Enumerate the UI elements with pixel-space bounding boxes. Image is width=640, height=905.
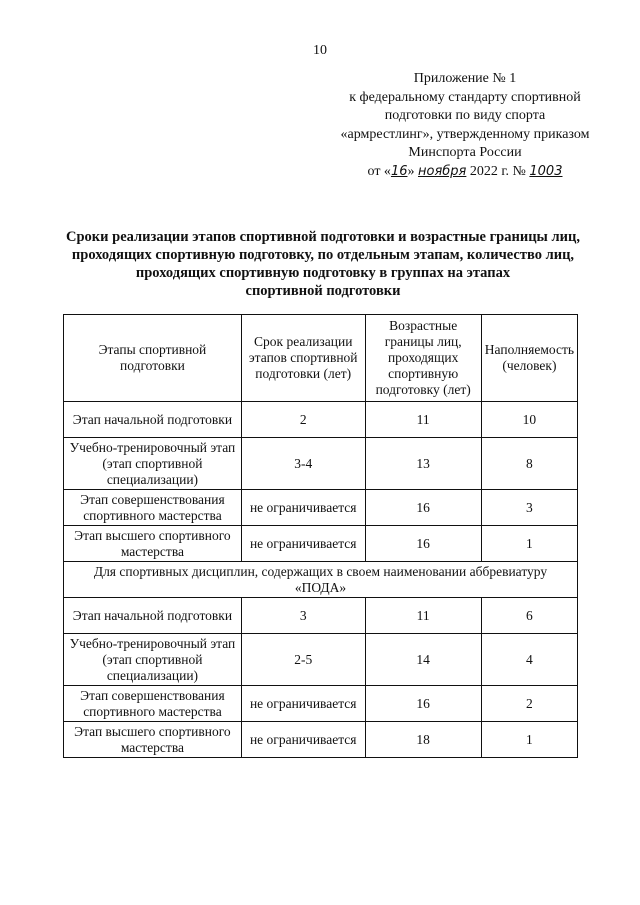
table-cell: 3 xyxy=(241,598,365,634)
table-cell: 2 xyxy=(241,402,365,438)
table-cell: не ограничивается xyxy=(241,490,365,526)
table-cell: Этап совершенствования спортивного мастерства xyxy=(64,686,242,722)
table-cell: 10 xyxy=(481,402,577,438)
title-line-2: проходящих спортивную подготовку, по отдельным этапам, количество лиц, xyxy=(71,247,575,263)
table-cell: 16 xyxy=(365,526,481,562)
table-cell: 16 xyxy=(365,490,481,526)
appendix-line-4: «армрестлинг», утвержденному приказом xyxy=(340,126,590,142)
table-row xyxy=(64,402,578,438)
header-age: Возрастные границы лиц, проходящих спортивную подготовку (лет) xyxy=(365,315,481,402)
table-cell: 11 xyxy=(365,402,481,438)
table-cell: не ограничивается xyxy=(241,526,365,562)
stages-table xyxy=(63,314,578,758)
table-cell: 6 xyxy=(481,598,577,634)
table-cell: 8 xyxy=(481,438,577,490)
table-row xyxy=(64,490,578,526)
table-cell: Учебно-тренировочный этап (этап спортивной специализации) xyxy=(64,634,242,686)
table-cell: Этап высшего спортивного мастерства xyxy=(64,722,242,758)
table-cell: 1 xyxy=(481,526,577,562)
header-occupancy: Наполняемость (человек) xyxy=(481,315,577,402)
table-row xyxy=(64,598,578,634)
table-cell: не ограничивается xyxy=(241,686,365,722)
section-row xyxy=(64,562,578,598)
table-cell: 3 xyxy=(481,490,577,526)
table-row xyxy=(64,438,578,490)
document-title xyxy=(58,228,588,300)
table-cell: 4 xyxy=(481,634,577,686)
table-row xyxy=(64,722,578,758)
table-cell: Этап совершенствования спортивного мастерства xyxy=(64,490,242,526)
title-line-1: Сроки реализации этапов спортивной подготовки и возрастные границы лиц, xyxy=(66,229,580,245)
appendix-block xyxy=(330,70,600,181)
table-cell: 14 xyxy=(365,634,481,686)
title-line-3: проходящих спортивную подготовку в группах на этапах xyxy=(135,265,511,281)
appendix-line-2: к федеральному стандарту спортивной xyxy=(349,89,581,105)
table-cell: Учебно-тренировочный этап (этап спортивной специализации) xyxy=(64,438,242,490)
appendix-line-3: подготовки по виду спорта xyxy=(384,108,546,123)
table-cell: 3-4 xyxy=(241,438,365,490)
title-line-4: спортивной подготовки xyxy=(245,283,401,299)
table-cell: 13 xyxy=(365,438,481,490)
date-mid: » xyxy=(407,163,415,179)
table-cell: 1 xyxy=(481,722,577,758)
doc-number: 1003 xyxy=(529,163,563,179)
page-number: 10 xyxy=(313,43,327,58)
table-cell: 18 xyxy=(365,722,481,758)
date-prefix: от « xyxy=(367,163,391,179)
table-row xyxy=(64,526,578,562)
table-cell: Этап начальной подготовки xyxy=(64,598,242,634)
appendix-date-line xyxy=(330,163,600,182)
table-row xyxy=(64,686,578,722)
table-cell: Этап начальной подготовки xyxy=(64,402,242,438)
section-label: Для спортивных дисциплин, содержащих в своем наименовании аббревиатуру «ПОДА» xyxy=(64,562,578,598)
appendix-line-5: Минспорта России xyxy=(408,145,522,160)
date-year: 2022 г. № xyxy=(469,163,526,179)
table-row xyxy=(64,634,578,686)
table-header-row xyxy=(64,315,578,402)
date-day: 16 xyxy=(390,163,408,179)
table-cell: 2-5 xyxy=(241,634,365,686)
table-cell: Этап высшего спортивного мастерства xyxy=(64,526,242,562)
header-stages: Этапы спортивной подготовки xyxy=(64,315,242,402)
table-cell: 11 xyxy=(365,598,481,634)
table-cell: 2 xyxy=(481,686,577,722)
table-cell: 16 xyxy=(365,686,481,722)
table-cell: не ограничивается xyxy=(241,722,365,758)
appendix-line-1: Приложение № 1 xyxy=(413,71,517,86)
date-month: ноября xyxy=(417,163,467,179)
header-duration: Срок реализации этапов спортивной подготовки (лет) xyxy=(241,315,365,402)
